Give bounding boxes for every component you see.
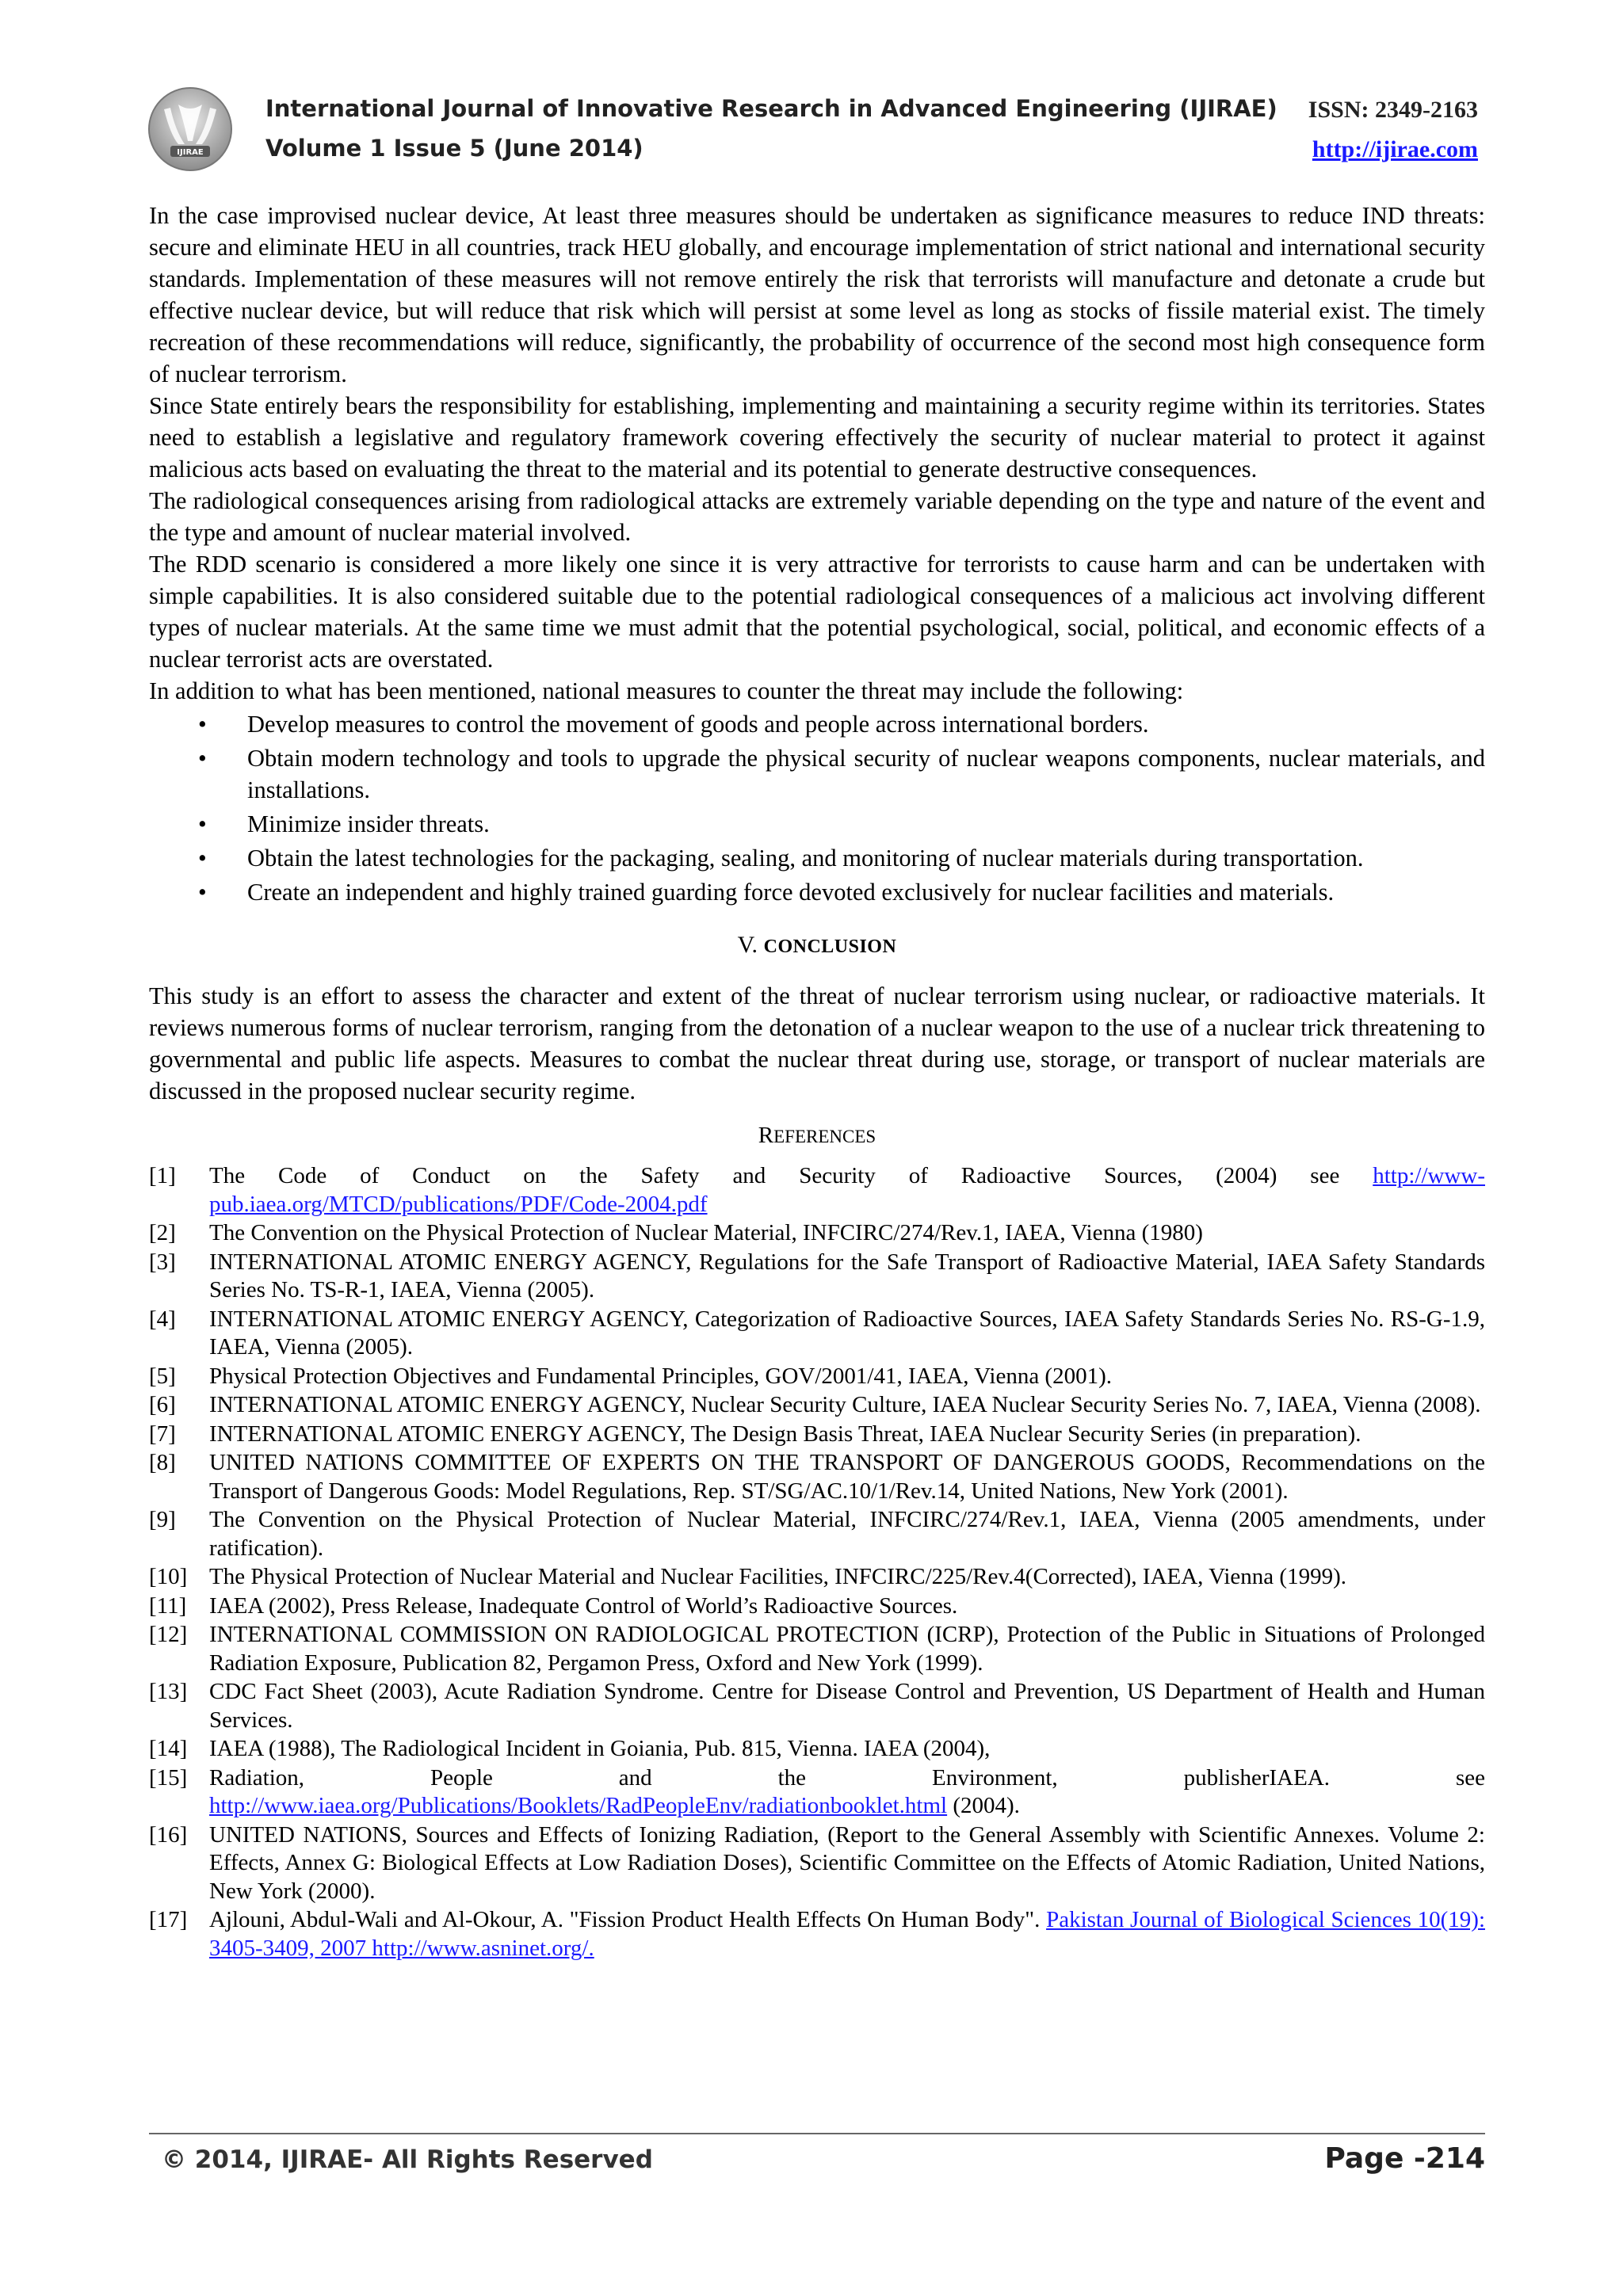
list-item: • Minimize insider threats. [149,808,1485,840]
section-title: CONCLUSION [763,936,897,957]
conclusion-paragraph: This study is an effort to assess the character and extent of the threat of nuclear terrorism using nuclear, or radioactive materials. It reviews numerous forms of nuclear terrorism, ranging from the detonation of a nuclear weapon to the use of a nuclear trick threatening to governmental and public life aspects. Measures to combat the nuclear threat during use, storage, or transport of nuclear materials are discussed in the proposed nuclear security regime. [149,982,1485,1104]
reference-item: [6] INTERNATIONAL ATOMIC ENERGY AGENCY, Nuclear Security Culture, IAEA Nuclear Security Series No. 7, IAEA, Vienna (2008). [149,1392,1481,1417]
measures-list [149,708,1485,908]
journal-logo-icon [147,86,234,173]
bullet-icon: • [198,845,207,871]
body-paragraph: Since State entirely bears the responsibility for establishing, implementing and maintaining a security regime within its territories. States need to establish a legislative and regulatory framework covering effectively the security of nuclear material to protect it against malicious acts based on evaluating the threat to the material and its potential to generate destructive consequences. [149,392,1485,482]
list-item: • Create an independent and highly trained guarding force devoted exclusively for nuclear facilities and materials. [149,876,1485,908]
journal-header [147,86,1478,173]
footer-copyright: © 2014, IJIRAE- All Rights Reserved [162,2145,653,2174]
article-body [149,200,1485,1963]
references-heading: REFERENCES [758,1123,876,1148]
reference-item: [11] IAEA (2002), Press Release, Inadequate Control of World’s Radioactive Sources. [149,1592,958,1619]
reference-item: [13] CDC Fact Sheet (2003), Acute Radiation Syndrome. Centre for Disease Control and Prevention, US Department of Health and Human Services. [149,1679,1485,1733]
journal-title: International Journal of Innovative Research in Advanced Engineering (IJIRAE) [265,95,1277,122]
reference-item: [4] INTERNATIONAL ATOMIC ENERGY AGENCY, Categorization of Radioactive Sources, IAEA Safety Standards Series No. RS-G-1.9, IAEA, Vienna (2005). [149,1306,1485,1360]
reference-item: [14] IAEA (1988), The Radiological Incident in Goiania, Pub. 815, Vienna. IAEA (2004), [149,1736,991,1761]
reference-item: [3] INTERNATIONAL ATOMIC ENERGY AGENCY, Regulations for the Safe Transport of Radioactive Material, IAEA Safety Standards Series No. TS-R-1, IAEA, Vienna (2005). [149,1249,1485,1302]
references-list [149,1162,1485,1962]
list-item: • Develop measures to control the movement of goods and people across international borders. [149,708,1485,740]
body-paragraph: The RDD scenario is considered a more likely one since it is very attractive for terrorists to cause harm and can be undertaken with simple capabilities. It is also considered suitable due to the potential radiological consequences of a malicious act involving different types of nuclear materials. At the same time we must admit that the potential psychological, social, political, and economic effects of a nuclear terrorist acts are overstated. [149,551,1485,673]
section-heading [149,929,1485,963]
reference-item: [9] The Convention on the Physical Protection of Nuclear Material, INFCIRC/274/Rev.1, IAEA, Vienna (2005 amendments, under ratification). [149,1507,1485,1561]
bullet-icon: • [198,745,207,772]
reference-item: [1] The Code of Conduct on the Safety and Security of Radioactive Sources, (2004) see http://www-pub.iaea.org/MTCD/publications/PDF/Code-2004.pdf [149,1163,1485,1217]
reference-link[interactable]: http://www.iaea.org/Publications/Booklets/RadPeopleEnv/radiationbooklet.html [209,1793,948,1818]
bullet-icon: • [198,711,207,738]
reference-item: [2] The Convention on the Physical Protection of Nuclear Material, INFCIRC/274/Rev.1, IAEA, Vienna (1980) [149,1220,1203,1245]
reference-item: [5] Physical Protection Objectives and Fundamental Principles, GOV/2001/41, IAEA, Vienna (2001). [149,1363,1113,1389]
reference-item: [7] INTERNATIONAL ATOMIC ENERGY AGENCY, The Design Basis Threat, IAEA Nuclear Security Series (in preparation). [149,1421,1361,1447]
bullet-icon: • [198,879,207,906]
reference-item: [16] UNITED NATIONS, Sources and Effects of Ionizing Radiation, (Report to the General Assembly with Scientific Annexes. Volume 2: Effects, Annex G: Biological Effects at Low Radiation Doses), Scientific Committee on the Effects of Atomic Radiation, United Nations, New York (2000). [149,1821,1485,1904]
list-item: • Obtain the latest technologies for the packaging, sealing, and monitoring of nuclear materials during transportation. [149,842,1485,874]
reference-item: [10] The Physical Protection of Nuclear Material and Nuclear Facilities, INFCIRC/225/Rev.4(Corrected), IAEA, Vienna (1999). [149,1564,1346,1589]
page-number: Page -214 [1324,2142,1485,2175]
reference-item: [12] INTERNATIONAL COMMISSION ON RADIOLOGICAL PROTECTION (ICRP), Protection of the Public in Situations of Prolonged Radiation Exposure, Publication 82, Pergamon Press, Oxford and New York (1999). [149,1622,1485,1676]
reference-link[interactable]: Pakistan Journal of Biological Sciences 10(19): 3405-3409, 2007 http://www.asninet.org/. [209,1907,1485,1961]
footer-divider [149,2133,1485,2134]
section-number: V. [737,932,758,958]
journal-url-link[interactable]: http://ijirae.com [1312,136,1478,162]
reference-link[interactable]: http://www-pub.iaea.org/MTCD/publications/PDF/Code-2004.pdf [209,1163,1485,1217]
list-item: • Obtain modern technology and tools to upgrade the physical security of nuclear weapons components, nuclear materials, and installations. [149,742,1485,806]
bullet-icon: • [198,810,207,837]
journal-volume: Volume 1 Issue 5 (June 2014) [265,135,643,162]
reference-item: [15] Radiation, People and the Environment, publisherIAEA. see http://www.iaea.org/Publications/Booklets/RadPeopleEnv/radiationbooklet.html (2004). [149,1764,1485,1818]
reference-item: [8] UNITED NATIONS COMMITTEE OF EXPERTS ON THE TRANSPORT OF DANGEROUS GOODS, Recommendations on the Transport of Dangerous Goods: Model Regulations, Rep. ST/SG/AC.10/1/Rev.14, United Nations, New York (2001). [149,1450,1485,1504]
journal-issn: ISSN: 2349-2163 [1308,97,1478,123]
body-paragraph: In addition to what has been mentioned, national measures to counter the threat may include the following: [149,677,1184,704]
reference-item: [17] Ajlouni, Abdul-Wali and Al-Okour, A. "Fission Product Health Effects On Human Body". Pakistan Journal of Biological Sciences 10(19): 3405-3409, 2007 http://www.asninet.org/. [149,1907,1485,1961]
body-paragraph: In the case improvised nuclear device, At least three measures should be undertaken as significance measures to reduce IND threats: secure and eliminate HEU in all countries, track HEU globally, and encourage implementation of strict national and international security standards. Implementation of these measures will not remove entirely the risk that terrorists will manufacture and detonate a crude but effective nuclear device, but will reduce that risk which will persist at some level as long as stocks of fissile material exist. The timely recreation of these recommendations will reduce, significantly, the probability of occurrence of the second most high consequence form of nuclear terrorism. [149,202,1485,387]
svg-text:IJIRAE: IJIRAE [177,148,204,157]
body-paragraph: The radiological consequences arising from radiological attacks are extremely variable depending on the type and nature of the event and the type and amount of nuclear material involved. [149,487,1485,546]
